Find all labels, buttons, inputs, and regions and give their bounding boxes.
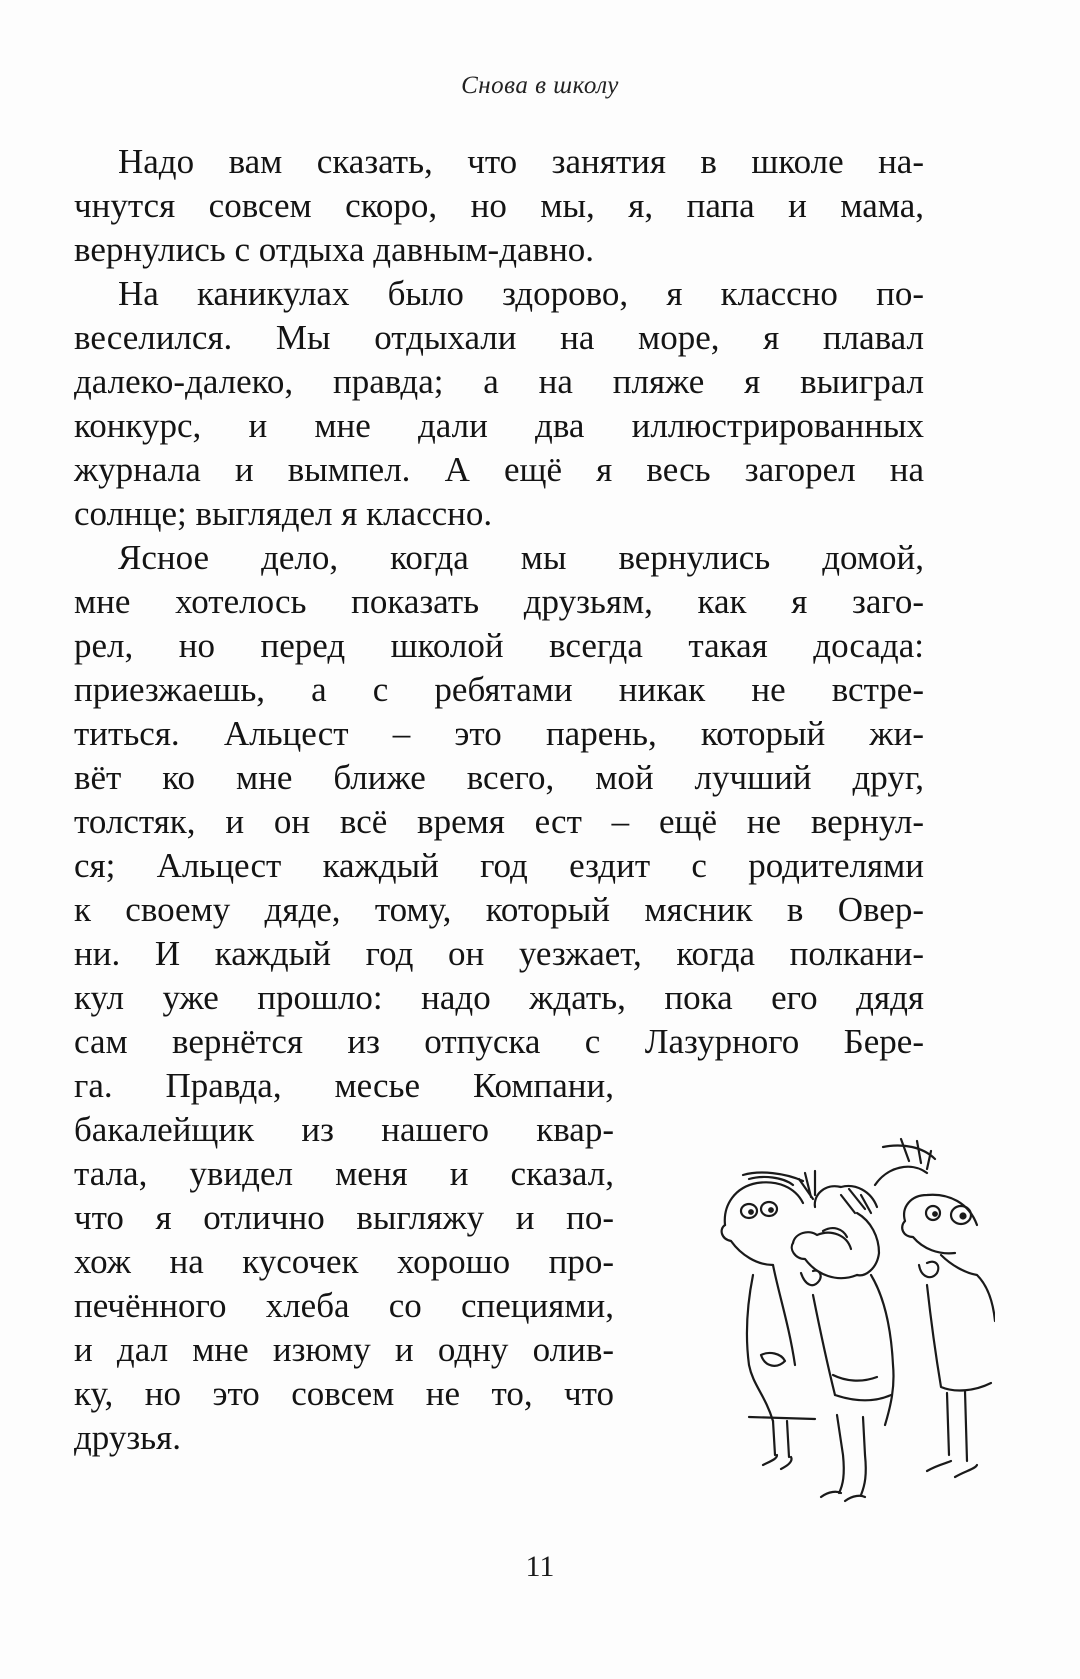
running-head: Снова в школу — [461, 72, 619, 99]
text-line: вёт ко мне ближе всего, мой лучший друг, — [74, 758, 924, 797]
text-line: далеко-далеко, правда; а на пляже я выиграл — [74, 362, 924, 401]
text-line: бакалейщик из нашего квар- — [74, 1110, 614, 1149]
text-line: Ясное дело, когда мы вернулись домой, — [118, 538, 924, 577]
text-line: вернулись с отдыха давным-давно. — [74, 230, 595, 269]
text-line: чнутся совсем скоро, но мы, я, папа и мама, — [74, 186, 924, 225]
text-line: что я отлично выгляжу и по- — [74, 1198, 614, 1237]
text-line: га. Правда, месье Компани, — [74, 1066, 614, 1105]
text-line: ку, но это совсем не то, что — [74, 1374, 614, 1413]
text-line: конкурс, и мне дали два иллюстрированных — [74, 406, 924, 445]
text-line: ся; Альцест каждый год ездит с родителями — [74, 846, 924, 885]
text-line: ни. И каждый год он уезжает, когда полкани- — [74, 934, 924, 973]
page-number: 11 — [525, 1550, 555, 1583]
text-line: приезжаешь, а с ребятами никак не встре- — [74, 670, 924, 709]
text-line: тала, увидел меня и сказал, — [74, 1154, 614, 1193]
text-line: друзья. — [74, 1418, 181, 1457]
text-line: журнала и вымпел. А ещё я весь загорел на — [74, 450, 924, 489]
text-line: солнце; выглядел я классно. — [74, 494, 493, 533]
text-line: рел, но перед школой всегда такая досада: — [74, 626, 924, 665]
text-line: На каникулах было здорово, я классно по- — [118, 274, 924, 313]
text-line: титься. Альцест – это парень, который жи- — [74, 714, 924, 753]
text-line: толстяк, и он всё время ест – ещё не вернул- — [74, 802, 924, 841]
text-line: печённого хлеба со специями, — [74, 1286, 614, 1325]
children-illustration — [665, 1125, 995, 1505]
text-line: к своему дяде, тому, который мясник в Овер- — [74, 890, 924, 929]
text-line: мне хотелось показать друзьям, как я заго- — [74, 582, 924, 621]
text-line: Надо вам сказать, что занятия в школе на- — [118, 142, 924, 181]
text-line: веселился. Мы отдыхали на море, я плавал — [74, 318, 924, 357]
text-line: и дал мне изюму и одну олив- — [74, 1330, 614, 1369]
text-line: кул уже прошло: надо ждать, пока его дядя — [74, 978, 924, 1017]
text-line: хож на кусочек хорошо про- — [74, 1242, 614, 1281]
text-line: сам вернётся из отпуска с Лазурного Бере- — [74, 1022, 924, 1061]
